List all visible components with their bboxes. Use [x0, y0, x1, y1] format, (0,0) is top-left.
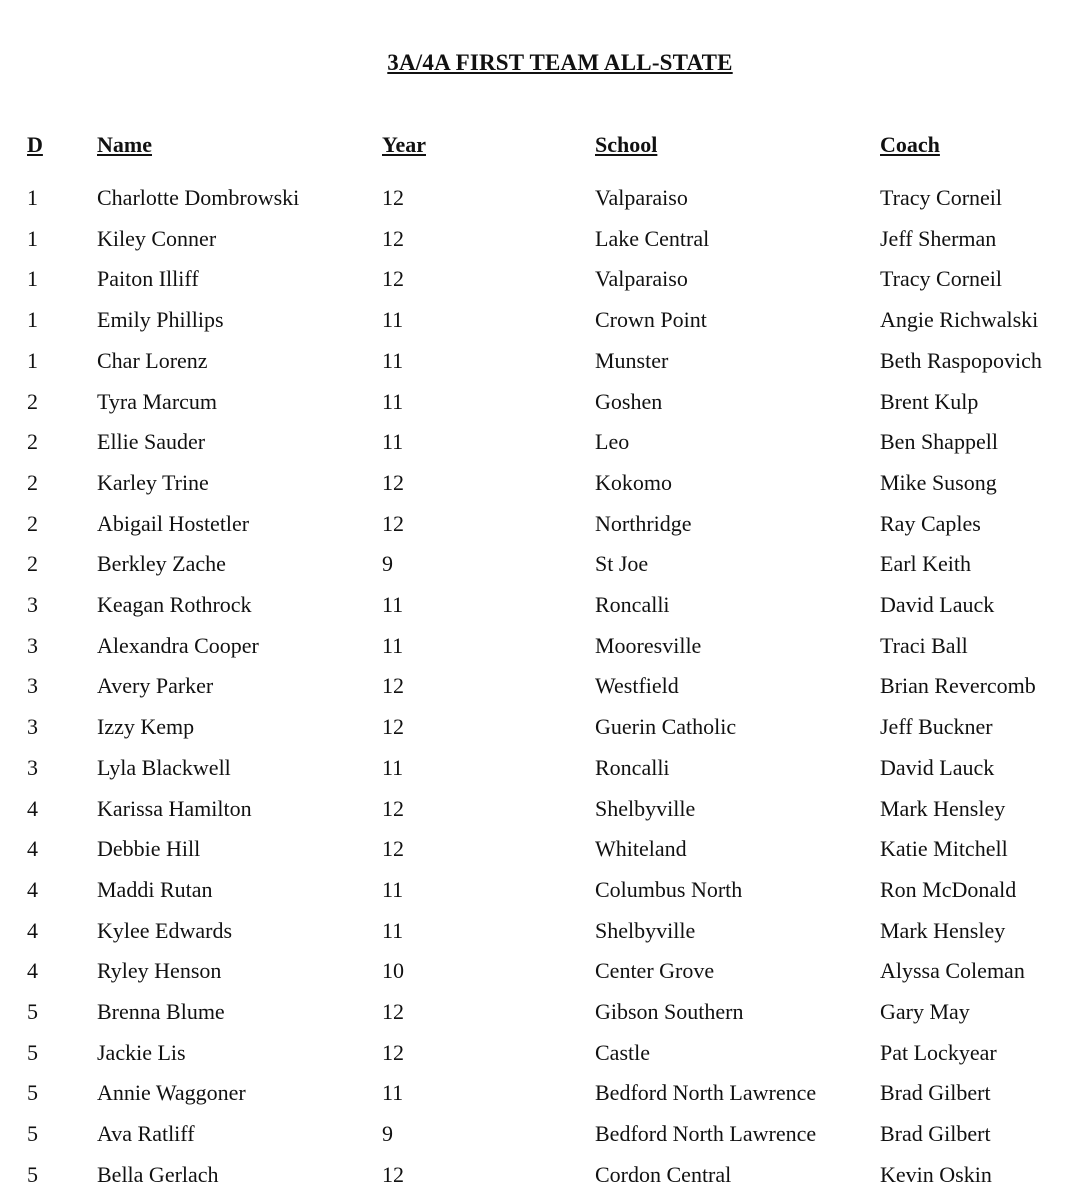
cell-d: 4 — [27, 795, 38, 821]
cell-d: 3 — [27, 754, 38, 780]
cell-coach: Alyssa Coleman — [880, 958, 1025, 984]
cell-coach: Katie Mitchell — [880, 836, 1008, 862]
cell-coach: Gary May — [880, 999, 970, 1024]
cell-coach: Jeff Sherman — [880, 225, 997, 251]
cell-d: 3 — [27, 714, 38, 740]
table-row — [0, 1040, 1072, 1080]
cell-d: 4 — [27, 917, 38, 943]
cell-d: 5 — [27, 1080, 38, 1106]
cell-year: 11 — [382, 632, 404, 658]
table-row — [0, 348, 1072, 388]
cell-coach: Brian Revercomb — [880, 673, 1036, 699]
cell-name: Bella Gerlach — [97, 1161, 219, 1187]
table-row — [0, 918, 1072, 958]
cell-name: Debbie Hill — [97, 836, 201, 862]
cell-year: 12 — [382, 225, 404, 251]
cell-year: 12 — [382, 266, 404, 292]
cell-d: 1 — [27, 185, 38, 210]
cell-d: 5 — [27, 1121, 38, 1147]
cell-coach: Mark Hensley — [880, 917, 1006, 943]
cell-d: 4 — [27, 876, 38, 902]
cell-school: Westfield — [595, 673, 679, 699]
cell-year: 11 — [382, 917, 404, 943]
table-row — [0, 836, 1072, 876]
cell-school: Goshen — [595, 388, 663, 414]
cell-coach: Beth Raspopovich — [880, 347, 1042, 373]
table-row — [0, 755, 1072, 795]
cell-coach: Mark Hensley — [880, 795, 1006, 821]
cell-year: 11 — [382, 592, 404, 617]
cell-name: Tyra Marcum — [97, 388, 218, 414]
cell-coach: Tracy Corneil — [880, 185, 1003, 210]
cell-d: 1 — [27, 347, 38, 373]
cell-name: Annie Waggoner — [97, 1080, 246, 1106]
table-row — [0, 470, 1072, 510]
cell-school: Shelbyville — [595, 795, 696, 821]
cell-name: Jackie Lis — [97, 1039, 186, 1065]
cell-name: Ryley Henson — [97, 958, 222, 984]
cell-year: 11 — [382, 754, 404, 780]
cell-year: 12 — [382, 714, 404, 740]
table-row — [0, 714, 1072, 754]
cell-school: Northridge — [595, 510, 692, 536]
cell-name: Abigail Hostetler — [97, 510, 250, 536]
cell-coach: David Lauck — [880, 754, 995, 780]
cell-name: Brenna Blume — [97, 999, 225, 1024]
cell-school: Bedford North Lawrence — [595, 1080, 817, 1106]
cell-coach: Ben Shappell — [880, 429, 998, 455]
table-row — [0, 877, 1072, 917]
cell-year: 12 — [382, 673, 404, 699]
cell-coach: Ron McDonald — [880, 876, 1017, 902]
cell-d: 4 — [27, 958, 38, 984]
column-header-school: School — [595, 132, 658, 157]
cell-school: Crown Point — [595, 307, 707, 333]
cell-school: Leo — [595, 429, 630, 455]
cell-school: Munster — [595, 347, 669, 373]
cell-year: 12 — [382, 795, 404, 821]
cell-coach: Tracy Corneil — [880, 266, 1003, 292]
cell-d: 1 — [27, 266, 38, 292]
table-row — [0, 389, 1072, 429]
cell-name: Charlotte Dombrowski — [97, 185, 300, 210]
cell-year: 12 — [382, 510, 404, 536]
cell-d: 3 — [27, 632, 38, 658]
cell-coach: Brad Gilbert — [880, 1080, 991, 1106]
table-row — [0, 958, 1072, 998]
column-header-name: Name — [97, 132, 152, 157]
cell-name: Karissa Hamilton — [97, 795, 252, 821]
cell-year: 12 — [382, 1161, 404, 1187]
table-row — [0, 1080, 1072, 1120]
cell-d: 5 — [27, 1161, 38, 1187]
cell-school: Lake Central — [595, 225, 710, 251]
cell-d: 2 — [27, 388, 38, 414]
cell-d: 2 — [27, 429, 38, 455]
table-row — [0, 429, 1072, 469]
cell-name: Emily Phillips — [97, 307, 224, 333]
cell-d: 4 — [27, 836, 38, 862]
cell-name: Char Lorenz — [97, 347, 208, 373]
cell-school: Kokomo — [595, 469, 672, 495]
cell-d: 2 — [27, 469, 38, 495]
table-row — [0, 185, 1072, 225]
cell-coach: Brad Gilbert — [880, 1121, 991, 1147]
table-row — [0, 226, 1072, 266]
cell-school: Columbus North — [595, 876, 743, 902]
cell-name: Avery Parker — [97, 673, 214, 699]
cell-year: 11 — [382, 429, 404, 455]
cell-name: Maddi Rutan — [97, 876, 213, 902]
cell-d: 5 — [27, 999, 38, 1024]
cell-school: Gibson Southern — [595, 999, 744, 1024]
cell-school: St Joe — [595, 551, 649, 577]
cell-year: 11 — [382, 388, 404, 414]
cell-year: 11 — [382, 876, 404, 902]
table-row — [0, 592, 1072, 632]
cell-school: Valparaiso — [595, 266, 688, 292]
cell-year: 11 — [382, 307, 404, 333]
cell-year: 12 — [382, 469, 404, 495]
table-row — [0, 796, 1072, 836]
cell-name: Izzy Kemp — [97, 714, 195, 740]
table-row — [0, 1162, 1072, 1202]
cell-year: 10 — [382, 958, 404, 984]
cell-coach: Jeff Buckner — [880, 714, 993, 740]
cell-school: Shelbyville — [595, 917, 696, 943]
table-row — [0, 551, 1072, 591]
cell-year: 12 — [382, 999, 404, 1024]
cell-school: Valparaiso — [595, 185, 688, 210]
cell-d: 1 — [27, 307, 38, 333]
cell-name: Keagan Rothrock — [97, 592, 252, 617]
cell-d: 3 — [27, 592, 38, 617]
table-row — [0, 633, 1072, 673]
cell-school: Castle — [595, 1039, 650, 1065]
cell-year: 12 — [382, 185, 404, 210]
cell-school: Roncalli — [595, 592, 670, 617]
cell-name: Karley Trine — [97, 469, 209, 495]
cell-d: 3 — [27, 673, 38, 699]
cell-name: Kylee Edwards — [97, 917, 233, 943]
column-header-coach: Coach — [880, 132, 940, 157]
cell-d: 2 — [27, 510, 38, 536]
cell-d: 5 — [27, 1039, 38, 1065]
table-row — [0, 673, 1072, 713]
cell-name: Lyla Blackwell — [97, 754, 231, 780]
cell-year: 11 — [382, 1080, 404, 1106]
cell-coach: Angie Richwalski — [880, 307, 1039, 333]
cell-year: 12 — [382, 836, 404, 862]
cell-school: Center Grove — [595, 958, 715, 984]
table-row — [0, 999, 1072, 1039]
cell-school: Bedford North Lawrence — [595, 1121, 817, 1147]
cell-school: Guerin Catholic — [595, 714, 737, 740]
cell-d: 2 — [27, 551, 38, 577]
cell-name: Kiley Conner — [97, 225, 217, 251]
table-row — [0, 266, 1072, 306]
cell-name: Alexandra Cooper — [97, 632, 259, 658]
cell-school: Mooresville — [595, 632, 702, 658]
cell-school: Whiteland — [595, 836, 687, 862]
cell-coach: Earl Keith — [880, 551, 972, 577]
cell-name: Berkley Zache — [97, 551, 226, 577]
cell-school: Roncalli — [595, 754, 670, 780]
cell-coach: David Lauck — [880, 592, 995, 617]
column-header-d: D — [27, 132, 43, 157]
cell-school: Cordon Central — [595, 1161, 732, 1187]
column-header-year: Year — [382, 132, 426, 157]
cell-coach: Pat Lockyear — [880, 1039, 997, 1065]
table-row — [0, 511, 1072, 551]
cell-year: 9 — [382, 551, 393, 577]
cell-name: Ava Ratliff — [97, 1121, 195, 1147]
cell-name: Paiton Illiff — [97, 266, 199, 292]
page-title: 3A/4A FIRST TEAM ALL-STATE — [387, 50, 733, 75]
cell-coach: Brent Kulp — [880, 388, 979, 414]
cell-year: 12 — [382, 1039, 404, 1065]
cell-coach: Ray Caples — [880, 510, 981, 536]
table-row — [0, 307, 1072, 347]
cell-year: 9 — [382, 1121, 393, 1147]
cell-coach: Mike Susong — [880, 469, 997, 495]
cell-coach: Traci Ball — [880, 632, 968, 658]
table-row — [0, 1121, 1072, 1161]
cell-year: 11 — [382, 347, 404, 373]
cell-name: Ellie Sauder — [97, 429, 206, 455]
cell-coach: Kevin Oskin — [880, 1161, 992, 1187]
cell-d: 1 — [27, 225, 38, 251]
